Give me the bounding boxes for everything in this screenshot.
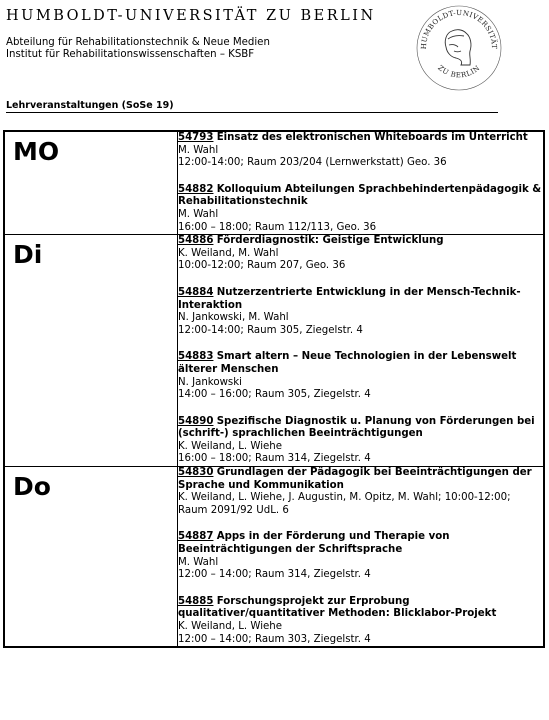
course-lecturers: N. Jankowski, M. Wahl [178, 312, 289, 324]
course-heading [178, 132, 543, 145]
courses-cell [178, 131, 545, 235]
course-title: Apps in der Förderung und Therapie von Beeinträchtigungen der Schriftsprache [178, 531, 450, 556]
course-heading [178, 351, 543, 376]
institute-line: Institut für Rehabilitationswissenschaften – KSBF [6, 49, 255, 60]
svg-text:HUMBOLDT-UNIVERSITÄT [420, 9, 499, 49]
course-entry [178, 467, 543, 517]
course-lecturers: M. Wahl [178, 144, 219, 156]
page-header [0, 0, 549, 96]
course-number-link[interactable]: 54885 [178, 595, 214, 607]
course-number-link[interactable]: 54890 [178, 415, 214, 427]
course-lecturers: M. Wahl [178, 556, 219, 568]
svg-text:ZU BERLIN [436, 64, 482, 80]
schedule-table [3, 130, 545, 648]
university-seal [414, 3, 504, 93]
course-lecturers: M. Wahl [178, 208, 219, 220]
course-entry [178, 416, 543, 466]
course-number-link[interactable]: 54793 [178, 132, 214, 143]
day-row [4, 131, 544, 235]
course-title: Einsatz des elektronischen Whiteboards im Unterricht [216, 132, 528, 143]
day-label: Do [13, 472, 51, 502]
course-number-link[interactable]: 54883 [178, 351, 214, 363]
day-cell [4, 235, 178, 467]
course-heading [178, 184, 543, 209]
course-time-room: 16:00 – 18:00; Raum 314, Ziegelstr. 4 [178, 453, 371, 465]
course-number-link[interactable]: 54887 [178, 531, 214, 543]
course-time-room: 12:00-14:00; Raum 203/204 (Lernwerkstatt) Geo. 36 [178, 157, 447, 169]
day-row [4, 235, 544, 467]
university-name: HUMBOLDT-UNIVERSITÄT ZU BERLIN [6, 8, 376, 24]
course-lecturers: N. Jankowski [178, 376, 242, 388]
course-lecturers: K. Weiland, M. Wahl [178, 247, 279, 259]
course-title: Nutzerzentrierte Entwicklung in der Mensch-Technik-Interaktion [178, 286, 521, 311]
course-time-room: 12:00 – 14:00; Raum 314, Ziegelstr. 4 [178, 569, 371, 581]
department-line: Abteilung für Rehabilitationstechnik & Neue Medien [6, 37, 270, 48]
day-label: Di [13, 240, 43, 270]
course-number-link[interactable]: 54882 [178, 183, 214, 195]
course-time-room: 16:00 – 18:00; Raum 112/113, Geo. 36 [178, 221, 377, 233]
course-time-room: 14:00 – 16:00; Raum 305, Ziegelstr. 4 [178, 389, 371, 401]
seal-text-bottom: ZU BERLIN [436, 63, 482, 80]
course-entry [178, 351, 543, 401]
course-entry [178, 132, 543, 170]
course-time-room: 12:00 – 14:00; Raum 303, Ziegelstr. 4 [178, 633, 371, 645]
course-number-link[interactable]: 54884 [178, 286, 214, 298]
course-heading [178, 416, 543, 441]
portrait-icon [445, 30, 471, 65]
course-entry [178, 596, 543, 646]
day-row [4, 467, 544, 648]
course-title: Kolloquium Abteilungen Sprachbehindertenpädagogik & Rehabilitationstechnik [178, 183, 542, 208]
course-time-room: 10:00-12:00; Raum 207, Geo. 36 [178, 260, 346, 272]
day-label: MO [13, 137, 60, 166]
courses-cell [178, 467, 545, 648]
course-number-link[interactable]: 54830 [178, 467, 214, 479]
course-entry [178, 287, 543, 337]
course-lecturers: K. Weiland, L. Wiehe [178, 440, 283, 452]
course-title: Förderdiagnostik: Geistige Entwicklung [216, 235, 444, 247]
seal-text-top: HUMBOLDT-UNIVERSITÄT [419, 8, 499, 50]
course-lecturers: K. Weiland, L. Wiehe, J. Augustin, M. Opitz, M. Wahl; 10:00-12:00; Raum 2091/92 UdL. 6 [178, 492, 511, 516]
course-title: Grundlagen der Pädagogik bei Beeinträchtigungen der Sprache und Kommunikation [178, 467, 532, 491]
course-time-room: 12:00-14:00; Raum 305, Ziegelstr. 4 [178, 324, 363, 336]
course-lecturers: K. Weiland, L. Wiehe [178, 621, 283, 632]
section-title: Lehrveranstaltungen (SoSe 19) [6, 100, 498, 113]
day-cell [4, 467, 178, 648]
course-heading [178, 467, 543, 492]
course-entry [178, 531, 543, 581]
day-cell [4, 131, 178, 235]
courses-cell [178, 235, 545, 467]
course-heading [178, 235, 543, 248]
course-heading [178, 531, 543, 556]
course-number-link[interactable]: 54886 [178, 235, 214, 247]
course-entry [178, 235, 543, 273]
course-entry [178, 184, 543, 234]
course-title: Forschungsprojekt zur Erprobung qualitativer/quantitativer Methoden: Blicklabor-Projekt [178, 595, 497, 620]
course-heading [178, 287, 543, 312]
department-block [6, 37, 270, 61]
course-heading [178, 596, 543, 621]
course-title: Spezifische Diagnostik u. Planung von Förderungen bei (schrift-) sprachlichen Beeinträchtigungen [178, 415, 535, 440]
course-title: Smart altern – Neue Technologien in der Lebenswelt älterer Menschen [178, 351, 517, 375]
